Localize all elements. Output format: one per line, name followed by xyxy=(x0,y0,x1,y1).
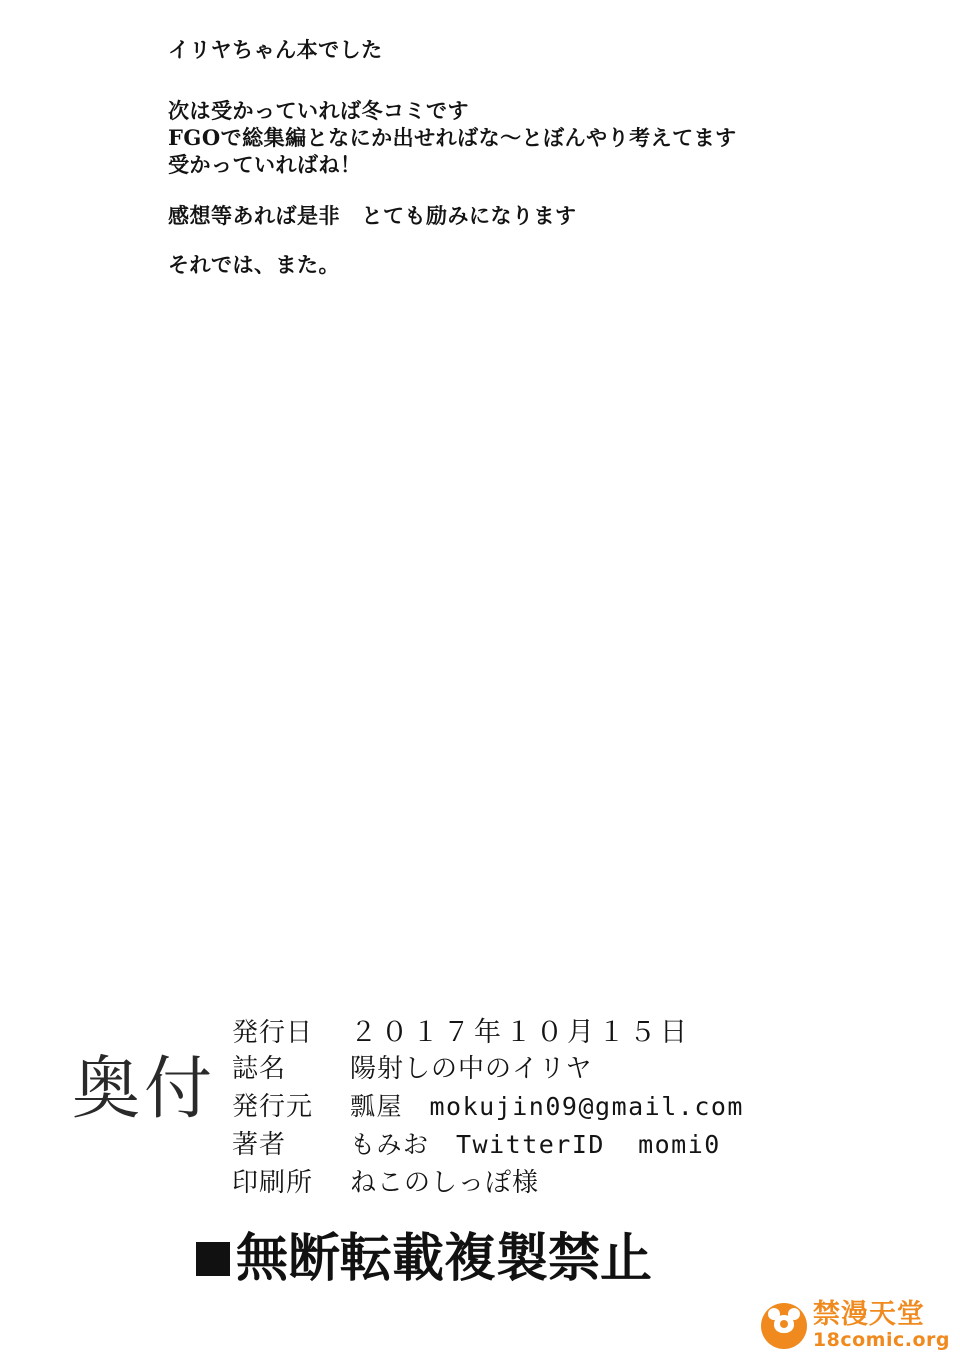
colophon-value-date: ２０１７年１０月１５日 xyxy=(350,1017,691,1048)
colophon-label-publisher: 発行元 xyxy=(232,1092,314,1122)
afterword-para1-line2: FGOで総集編となにか出せればな〜とぼんやり考えてます xyxy=(168,125,737,150)
watermark-texts xyxy=(813,1301,950,1350)
afterword-para1-line1: 次は受かっていれば冬コミです xyxy=(168,98,469,123)
black-square-icon xyxy=(196,1242,230,1276)
colophon-row xyxy=(232,1086,892,1124)
cat-face-icon xyxy=(761,1303,807,1349)
copyright-warning xyxy=(196,1229,653,1289)
afterword-para3: それでは、また。 xyxy=(168,252,340,277)
colophon-label-date: 発行日 xyxy=(232,1018,314,1048)
colophon-value-author: もみお TwitterID momi0 xyxy=(350,1130,721,1159)
watermark-site-name: 禁漫天堂 xyxy=(812,1299,925,1330)
colophon-value-printer: ねこのしっぽ様 xyxy=(350,1168,540,1198)
copyright-warning-text: 無断転載複製禁止 xyxy=(236,1229,653,1289)
colophon-value-publisher: 瓢屋 mokujin09@gmail.com xyxy=(350,1092,744,1121)
cat-ear-left-icon xyxy=(768,1308,780,1320)
colophon-row xyxy=(232,1048,892,1086)
colophon-label-printer: 印刷所 xyxy=(232,1168,314,1198)
spacer xyxy=(168,63,908,97)
afterword-block xyxy=(168,36,908,278)
site-watermark xyxy=(761,1301,950,1350)
colophon-value-title: 陽射しの中のイリヤ xyxy=(350,1054,593,1084)
afterword-para1-line3: 受かっていればね！ xyxy=(168,152,362,177)
afterword-heading: イリヤちゃん本でした xyxy=(168,37,383,62)
colophon-title: 奥付 xyxy=(72,1050,217,1129)
spacer xyxy=(168,178,908,202)
colophon-row xyxy=(232,1162,892,1200)
spacer xyxy=(168,229,908,251)
colophon-table xyxy=(232,1010,892,1200)
colophon-row xyxy=(232,1010,892,1048)
cat-ear-right-icon xyxy=(788,1308,800,1320)
colophon-label-title: 誌名 xyxy=(232,1054,287,1084)
afterword-para2: 感想等あれば是非 とても励みになります xyxy=(168,203,577,228)
colophon-label-author: 著者 xyxy=(232,1130,287,1160)
watermark-site-url: 18comic.org xyxy=(812,1329,950,1351)
colophon-row xyxy=(232,1124,892,1162)
